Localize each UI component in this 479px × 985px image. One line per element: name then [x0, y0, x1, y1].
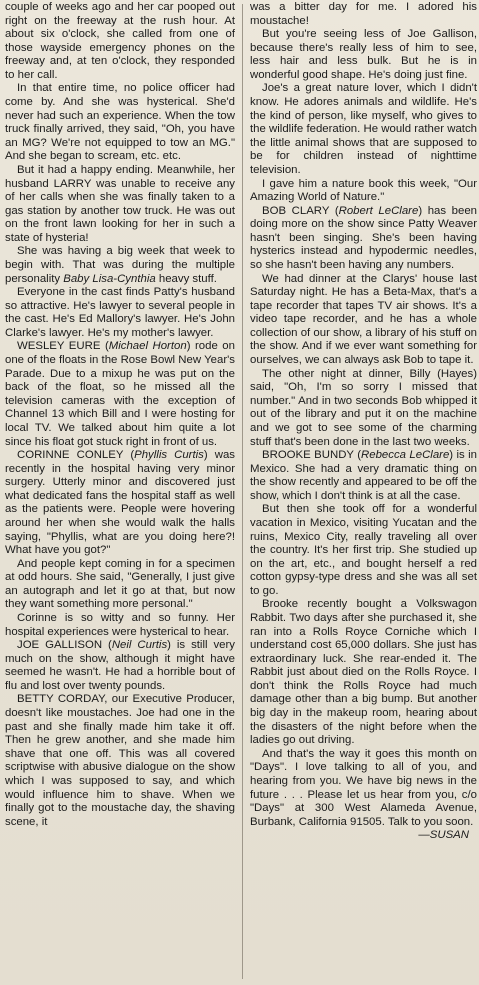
paragraph: [5, 245, 235, 286]
paragraph-text: Everyone in the cast finds Patty's husband so attractive. He's lawyer to several people in the cast. He's Ed Mallory's lawyer. He's John Clarke's lawyer. He's my mother's lawyer.: [5, 286, 235, 339]
paragraph-text: But then she took off for a wonderful vacation in Mexico, visiting Yucatan and the ruins, Mexico City, really traveling all over the country. It's her first trip. She studied up on the art, etc., and bought herself a red cotton gypsy-type dress and she was all set to go.: [250, 503, 477, 597]
paragraph: [5, 340, 235, 449]
role-name: Robert LeClare: [338, 204, 419, 217]
paragraph: [250, 598, 477, 747]
paragraph-text: But it had a happy ending. Meanwhile, her husband LARRY was unable to receive any of her calls when she was finally taken to a gas station by another tow truck. He was out on the front lawn looking for her in such a state of hysteria!: [5, 163, 235, 244]
signature: —SUSAN: [418, 829, 469, 842]
paragraph: [5, 82, 235, 163]
paragraph-text: The other night at dinner, Billy (Hayes) said, "Oh, I'm so sorry I missed that number." And in two seconds Bob whipped it out of the library and put it on the machine and we got to see some of the charming stuff that's been done in the last two weeks.: [250, 367, 477, 448]
paragraph: [5, 286, 235, 340]
role-name: Michael Horton: [108, 340, 187, 353]
paragraph-text: rode on one of the floats in the Rose Bowl New Year's Parade. Due to a mixup he was put on the back of the float, so he missed all the television cameras with the exception of Channel 13 which Bill and I were hosting for local TV. We talked about him quite a lot since his float got stuck right in front of us.: [5, 340, 235, 448]
paragraph: [250, 368, 477, 449]
paragraph-text: was a bitter day for me. I adored his moustache!: [250, 1, 477, 27]
paragraph-text: is still very much on the show, although it might have seemed he wasn't. He had a horrible bout of flu and lost over twenty pounds.: [5, 639, 235, 692]
paragraph: [5, 639, 235, 693]
cast-member-name: BROOKE BUNDY (: [262, 449, 362, 462]
paragraph: [5, 693, 235, 829]
paragraph-text: In that entire time, no police officer had come by. And she was hysterical. She'd never had such an experience. When the tow truck finally arrived, they said, "Oh, you have an MG? We're not equipped to tow an MG." And she began to scream, etc. etc.: [5, 82, 235, 163]
cast-member-name: ): [186, 340, 191, 353]
cast-member-name: BETTY CORDAY,: [17, 693, 108, 706]
paragraph-text: was recently in the hospital having very minor surgery. Utterly minor and discovered just what dedicated fans the hospital staff as well as the patients were. People were hovering around her when she would walk the halls saying, "Phyllis, what are you doing here?! What have you got?": [5, 449, 235, 557]
cast-member-name: ): [449, 449, 454, 462]
paragraph-text: Brooke recently bought a Volkswagon Rabbit. Two days after she purchased it, she ran into a Rolls Royce Corniche which I understand cost 65,000 dollars. She just has extraordinary luck. She rear-ended it. The Rabbit just about died on the Rolls Royce. I don't think the Rolls Royce had much damage other than a big bump. But another big day in the makeup room, hearing about the disasters of the night before when the ladies go out driving.: [250, 598, 477, 747]
cast-member-name: ): [203, 449, 208, 462]
column-divider: [242, 4, 243, 979]
paragraph: [250, 82, 477, 177]
paragraph-text: Corinne is so witty and so funny. Her hospital experiences were hysterical to hear.: [5, 612, 235, 638]
role-name: Phyllis Curtis: [134, 449, 204, 462]
right-column: [250, 1, 477, 983]
paragraph: [250, 205, 477, 273]
paragraph-text: couple of weeks ago and her car pooped out right on the freeway at the rush hour. At about six o'clock, she called from one of those wayside emergency phones on the freeway and, at ten o'clock, they responded to her call.: [5, 1, 235, 81]
continued-paragraph: [250, 1, 477, 28]
paragraph: [250, 178, 477, 205]
paragraph-text: our Executive Producer, doesn't like moustaches. Joe had one in the past and she finally made him take it off. Then he grew another, and she made him shave that one off. This was all covered scriptwise with abusive dialogue on the show which I was supposed to say, and which would influence him to shave. When we finally got to the moustache day, the shaving scene, it: [5, 693, 235, 828]
paragraph-text: She was having a big week that week to begin with. That was during the multiple personality: [5, 245, 235, 285]
paragraph: [5, 612, 235, 639]
paragraph: [5, 558, 235, 612]
cast-member-name: CORINNE CONLEY (: [17, 449, 135, 462]
paragraph: [250, 503, 477, 598]
paragraph: [250, 273, 477, 368]
cast-member-name: WESLEY EURE (: [17, 340, 109, 353]
cast-member-name: ): [418, 204, 423, 217]
cast-member-name: ): [167, 639, 171, 652]
cast-member-name: BOB CLARY (: [262, 204, 339, 217]
paragraph: [250, 28, 477, 82]
paragraph: [5, 449, 235, 558]
paragraph-text: I gave him a nature book this week, "Our Amazing World of Nature.": [250, 177, 477, 204]
role-name: Baby Lisa-Cynthia: [63, 272, 156, 285]
paragraph: [250, 747, 477, 842]
paragraph-text: has been doing more on the show since Patty Weaver hasn't been singing. She's been having hysterics instead and hypodermic needles, so she hasn't been having any numbers.: [250, 204, 477, 271]
left-column: [5, 1, 235, 983]
paragraph-text: And that's the way it goes this month on "Days". I love talking to all of you, and hearing from you. We have big news in the future . . . Please let us hear from you, c/o "Days" at 300 West Alameda Avenue, Burbank, California 91505. Talk to you soon.: [250, 747, 477, 828]
continued-paragraph: [5, 1, 235, 82]
paragraph: [250, 449, 477, 503]
paragraph-text: But you're seeing less of Joe Gallison, because there's really less of him to see, less hair and less bulk. But he is in wonderful good shape. He's doing just fine.: [250, 28, 477, 81]
paragraph-text: heavy stuff.: [155, 272, 217, 285]
role-name: Rebecca LeClare: [361, 449, 450, 462]
paragraph-text: Joe's a great nature lover, which I didn't know. He adores animals and wildlife. He's the kind of person, like myself, who gives to the wildlife federation. He would rather watch the little animal shows that are supposed to be for children instead of nighttime television.: [250, 82, 477, 176]
role-name: Neil Curtis: [111, 639, 168, 652]
paragraph-text: We had dinner at the Clarys' house last Saturday night. He has a Beta-Max, that's a tape recorder that tapes TV air shows. It's a video tape recorder, and he has a whole collection of our show, a library of his stuff on the show. And if we ever want something for ourselves, we can always ask Bob to tape it.: [250, 272, 477, 367]
paragraph-text: And people kept coming in for a specimen at odd hours. She said, "Generally, I just give an autograph and let it go at that, but now they want something more personal.": [5, 557, 235, 611]
cast-member-name: JOE GALLISON (: [17, 639, 112, 652]
paragraph: [5, 164, 235, 245]
paragraph-text: is in Mexico. She had a very dramatic thing on the show recently and appeared to be off the show, which I don't think is at all the case.: [250, 449, 477, 502]
